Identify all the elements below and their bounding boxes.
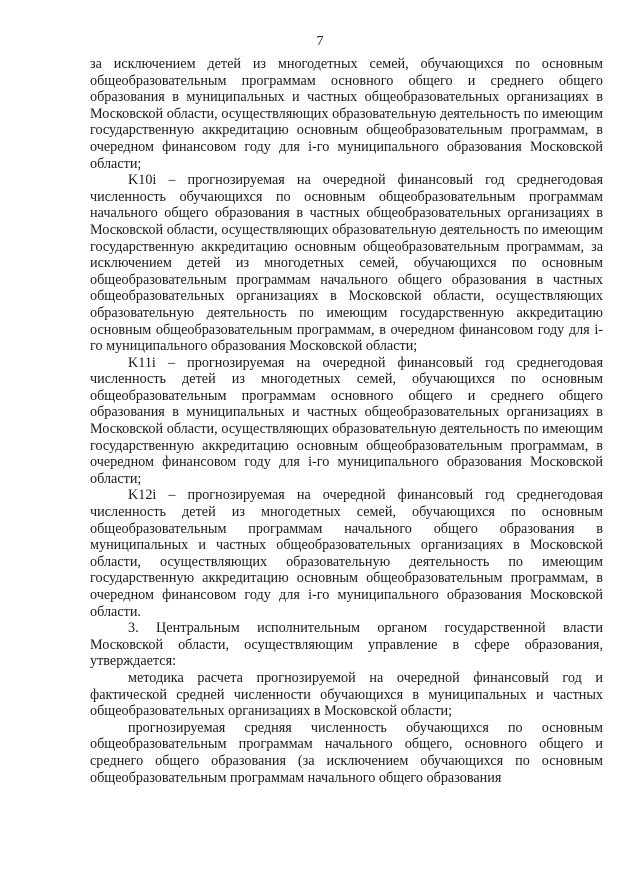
document-body <box>90 56 603 786</box>
paragraph-continuation: за исключением детей из многодетных семей, обучающихся по основным общеобразовательным программам основного общего и среднего общего образования в муниципальных и частных общеобразовательных организациях в Московской области, осуществляющих образовательную деятельность по имеющим государственную аккредитацию основным общеобразовательным программам, в очередном финансовом году для i-го муниципального образования Московской области; <box>90 56 603 172</box>
paragraph-methodology: методика расчета прогнозируемой на очередной финансовый год и фактической средней численности обучающихся в муниципальных и частных общеобразовательных организациях в Московской области; <box>90 669 603 720</box>
paragraph-k10i: K10i – прогнозируемая на очередной финансовый год среднегодовая численность обучающихся по основным общеобразовательным программам начального общего образования в частных общеобразовательных организациях в Московской области, осуществляющих образовательную деятельность по имеющим государственную аккредитацию основным общеобразовательным программам, за исключением детей из многодетных семей, обучающихся по основным общеобразовательным программам начального общего образования в частных общеобразовательных организациях в Московской области, осуществляющих образовательную деятельность по имеющим государственную аккредитацию основным общеобразовательным программам, в очередном финансовом году для i-го муниципального образования Московской области; <box>90 172 603 355</box>
paragraph-section-3: 3. Центральным исполнительным органом государственной власти Московской области, осуществляющим управление в сфере образования, утверждается: <box>90 620 603 670</box>
paragraph-k11i: K11i – прогнозируемая на очередной финансовый год среднегодовая численность детей из многодетных семей, обучающихся по основным общеобразовательным программам основного общего и среднего общего образования в муниципальных и частных общеобразовательных организациях в Московской области, осуществляющих образовательную деятельность по имеющим государственную аккредитацию основным общеобразовательным программам, в очередном финансовом году для i-го муниципального образования Московской области; <box>90 354 603 487</box>
page-number: 7 <box>316 34 324 49</box>
paragraph-k12i: K12i – прогнозируемая на очередной финансовый год среднегодовая численность детей из многодетных семей, обучающихся по основным общеобразовательным программам начального общего образования в муниципальных и частных общеобразовательных организациях в Московской области, осуществляющих образовательную деятельность по имеющим государственную аккредитацию основным общеобразовательным программам, в очередном финансовом году для i-го муниципального образования Московской области. <box>90 487 603 620</box>
paragraph-forecast: прогнозируемая средняя численность обучающихся по основным общеобразовательным программам начального общего, основного общего и среднего общего образования (за исключением обучающихся по основным общеобразовательным программам начального общего образования <box>90 719 603 786</box>
